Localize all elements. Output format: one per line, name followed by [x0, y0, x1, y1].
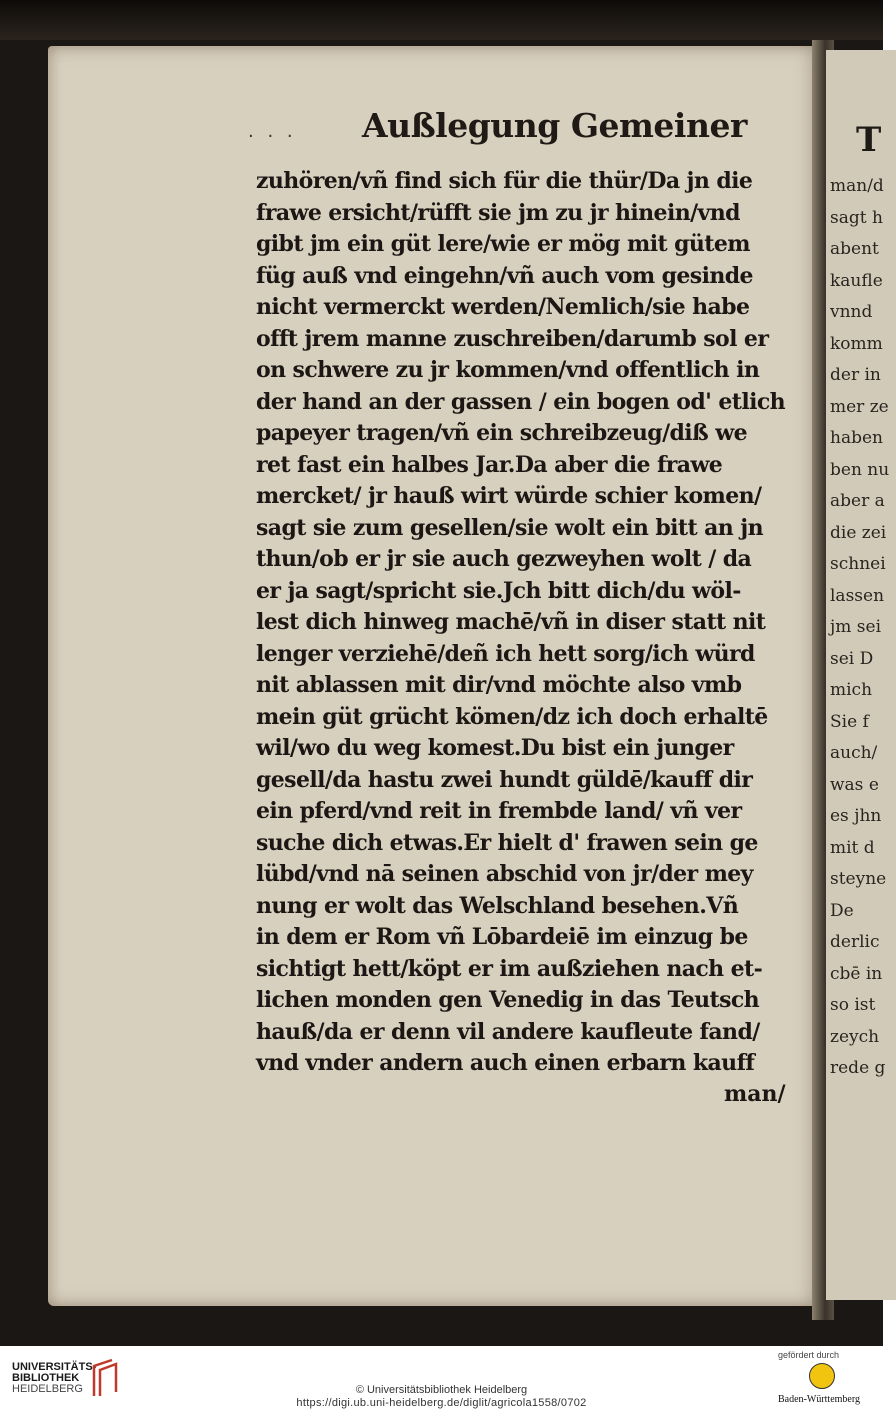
text-line: er ja sagt/spricht sie.Jch bitt dich/du wöl-: [256, 577, 741, 604]
facing-text-line: mit d: [830, 837, 875, 858]
facing-text-line: vnnd: [830, 302, 873, 322]
catchword: man/: [724, 1081, 786, 1107]
facing-text-line: jm sei: [830, 617, 882, 637]
text-line: nicht vermerckt werden/Nemlich/sie habe: [256, 294, 750, 320]
facing-text-line: steyne: [830, 869, 887, 889]
viewer-footer: [0, 1346, 883, 1410]
text-line: ein pferd/vnd reit in frembde land/ vñ ver: [256, 798, 742, 824]
facing-text-line: die zei: [830, 522, 887, 543]
facing-text-line: so ist: [830, 995, 876, 1015]
text-line: in dem er Rom vñ Lōbardeiē im einzug be: [256, 924, 748, 950]
copyright-notice: © Universitätsbibliothek Heidelberg: [355, 1384, 528, 1396]
text-line: papeyer tragen/vñ ein schreibzeug/diß we: [256, 420, 747, 446]
header-ornament: · · ·: [248, 126, 297, 147]
facing-page-header: T: [856, 120, 882, 160]
text-line: lest dich hinweg machē/vñ in diser statt nit: [256, 609, 766, 635]
text-line: der hand an der gassen / ein bogen od' etlich: [256, 388, 786, 415]
text-line: gibt jm ein güt lere/wie er mög mit gütem: [256, 231, 750, 257]
text-line: ret fast ein halbes Jar.Da aber die frawe: [256, 451, 723, 478]
text-line: füg auß vnd eingehn/vñ auch vom gesinde: [256, 262, 753, 289]
facing-text-line: mich: [830, 680, 873, 700]
facing-text-line: es jhn: [830, 806, 882, 826]
facing-text-line: der in: [830, 365, 881, 385]
permalink-url[interactable]: https://digi.ub.uni-heidelberg.de/diglit/agricola1558/0702: [296, 1397, 587, 1409]
text-line: zuhören/vñ find sich für die thür/Da jn die: [256, 168, 753, 194]
logo-line-3: HEIDELBERG: [12, 1383, 83, 1395]
text-line: suche dich etwas.Er hielt d' frawen sein ge: [256, 829, 758, 856]
text-line: lenger verziehē/deñ ich hett sorg/ich würd: [256, 640, 755, 667]
text-line: thun/ob er jr sie auch gezweyhen wolt / da: [256, 546, 752, 572]
right-page: [826, 50, 896, 1300]
facing-text-line: zeych: [830, 1026, 880, 1047]
text-line: on schwere zu jr kommen/vnd offentlich in: [256, 357, 760, 383]
facing-text-line: Sie f: [830, 711, 869, 732]
facing-text-line: ben nu: [830, 459, 890, 480]
facing-text-line: lassen: [830, 585, 885, 606]
facing-text-line: komm: [830, 333, 883, 354]
facing-text-line: man/d: [830, 176, 884, 196]
text-line: lübd/vnd nā seinen abschid von jr/der mey: [256, 861, 753, 887]
text-line: hauß/da er denn vil andere kaufleute fand/: [256, 1018, 760, 1045]
text-line: frawe ersicht/rüfft sie jm zu jr hinein/vnd: [256, 199, 740, 226]
facing-text-line: derlic: [830, 932, 880, 952]
logo-line-1: UNIVERSITÄTS-: [12, 1361, 97, 1373]
facing-text-line: auch/: [830, 743, 878, 763]
funder-label[interactable]: Baden-Württemberg: [778, 1394, 861, 1405]
book-cover-edge: [0, 0, 883, 40]
facing-text-line: haben: [830, 428, 883, 448]
facing-text-line: was e: [830, 774, 879, 795]
facing-text-line: abent: [830, 239, 879, 259]
facing-text-line: aber a: [830, 491, 885, 511]
facing-text-line: sei D: [830, 648, 874, 669]
text-line: gesell/da hastu zwei hundt güldē/kauff dir: [256, 766, 753, 793]
facing-text-line: kaufle: [830, 270, 883, 291]
facing-text-line: cbē in: [830, 963, 883, 984]
facing-text-line: sagt h: [830, 207, 883, 228]
text-line: nung er wolt das Welschland besehen.Vñ: [256, 892, 739, 919]
text-line: wil/wo du weg komest.Du bist ein junger: [256, 735, 734, 761]
text-line: mein güt grücht kömen/dz ich doch erhaltē: [256, 703, 768, 730]
baden-wuerttemberg-crest-icon: [809, 1363, 835, 1389]
page-text-block: [256, 166, 796, 1080]
text-line: lichen monden gen Venedig in das Teutsch: [256, 987, 760, 1013]
text-line: vnd vnder andern auch einen erbarn kauff: [256, 1050, 755, 1076]
running-head: Außlegung Gemeiner: [362, 106, 747, 145]
text-line: sichtigt hett/köpt er im außziehen nach et-: [256, 955, 763, 982]
funded-by-label: gefördert durch: [778, 1350, 840, 1360]
facing-text-line: De: [830, 900, 854, 921]
logo-line-2: BIBLIOTHEK: [12, 1372, 80, 1384]
text-line: sagt sie zum gesellen/sie wolt ein bitt an jn: [256, 514, 763, 541]
facing-text-line: rede g: [830, 1058, 886, 1078]
text-line: nit ablassen mit dir/vnd möchte also vmb: [256, 672, 742, 698]
facing-text-line: mer ze: [830, 396, 889, 417]
text-line: mercket/ jr hauß wirt würde schier komen/: [256, 483, 762, 509]
facing-text-line: schnei: [830, 554, 886, 574]
text-line: offt jrem manne zuschreiben/darumb sol er: [256, 325, 769, 352]
